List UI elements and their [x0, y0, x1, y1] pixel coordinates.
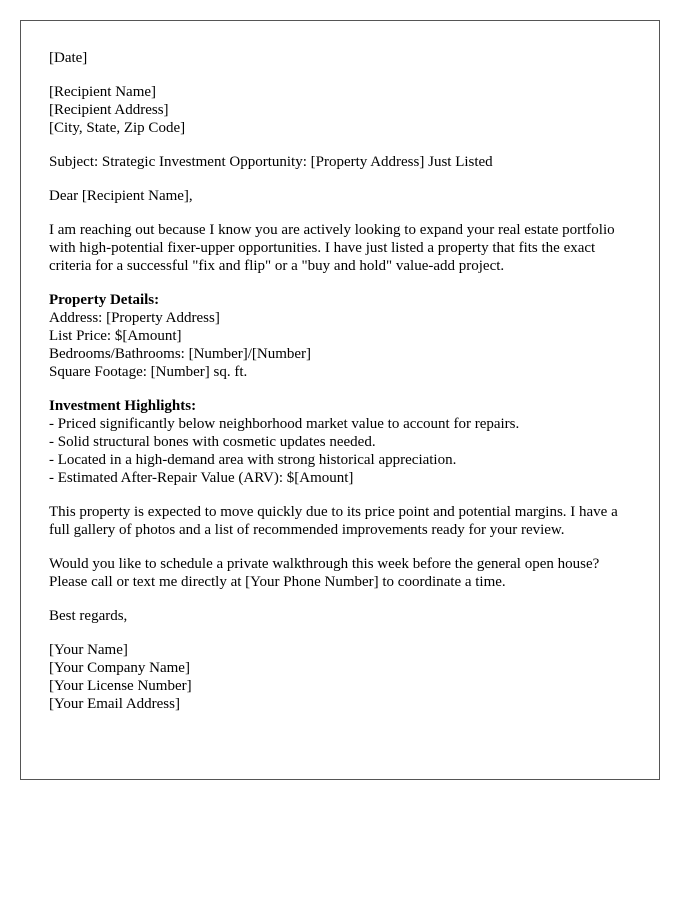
salutation-block	[49, 187, 639, 205]
investment-highlights-block	[49, 397, 639, 487]
closing-paragraph-1-block	[49, 503, 639, 539]
letter-body	[49, 49, 639, 713]
square-footage: Square Footage: [Number] sq. ft.	[49, 364, 248, 380]
letter-date: [Date]	[49, 50, 88, 66]
investment-highlights-heading: Investment Highlights:	[49, 398, 197, 414]
sign-off-block	[49, 607, 639, 625]
signature-block	[49, 641, 639, 713]
date-block	[49, 49, 639, 67]
signature-name: [Your Name]	[49, 642, 128, 658]
bedrooms-bathrooms: Bedrooms/Bathrooms: [Number]/[Number]	[49, 346, 312, 362]
intro-paragraph: I am reaching out because I know you are actively looking to expand your real estate portfolio with high-potential fixer-upper opportunities. I have just listed a property that fits the exact criteria for a successful "fix and flip" or a "buy and hold" value-add project.	[49, 222, 615, 274]
highlight-item: - Located in a high-demand area with strong historical appreciation.	[49, 452, 457, 468]
subject-line: Subject: Strategic Investment Opportunity: [Property Address] Just Listed	[49, 154, 493, 170]
sign-off: Best regards,	[49, 608, 128, 624]
list-price: List Price: $[Amount]	[49, 328, 182, 344]
closing-paragraph-2-block	[49, 555, 639, 591]
property-address: Address: [Property Address]	[49, 310, 220, 326]
subject-block	[49, 153, 639, 171]
signature-license: [Your License Number]	[49, 678, 192, 694]
recipient-name: [Recipient Name]	[49, 84, 157, 100]
closing-paragraph-1: This property is expected to move quickly due to its price point and potential margins. I have a full gallery of photos and a list of recommended improvements ready for your review.	[49, 504, 618, 538]
highlight-item: - Solid structural bones with cosmetic updates needed.	[49, 434, 376, 450]
intro-paragraph-block	[49, 221, 639, 275]
recipient-address: [Recipient Address]	[49, 102, 169, 118]
highlight-item: - Estimated After-Repair Value (ARV): $[Amount]	[49, 470, 354, 486]
salutation: Dear [Recipient Name],	[49, 188, 193, 204]
property-details-block	[49, 291, 639, 381]
signature-company: [Your Company Name]	[49, 660, 190, 676]
recipient-block	[49, 83, 639, 137]
signature-email: [Your Email Address]	[49, 696, 180, 712]
recipient-city-state-zip: [City, State, Zip Code]	[49, 120, 186, 136]
closing-paragraph-2: Would you like to schedule a private walkthrough this week before the general open house? Please call or text me directly at [Your Phone Number] to coordinate a time.	[49, 556, 600, 590]
highlight-item: - Priced significantly below neighborhood market value to account for repairs.	[49, 416, 520, 432]
property-details-heading: Property Details:	[49, 292, 160, 308]
letter-frame	[20, 20, 660, 780]
